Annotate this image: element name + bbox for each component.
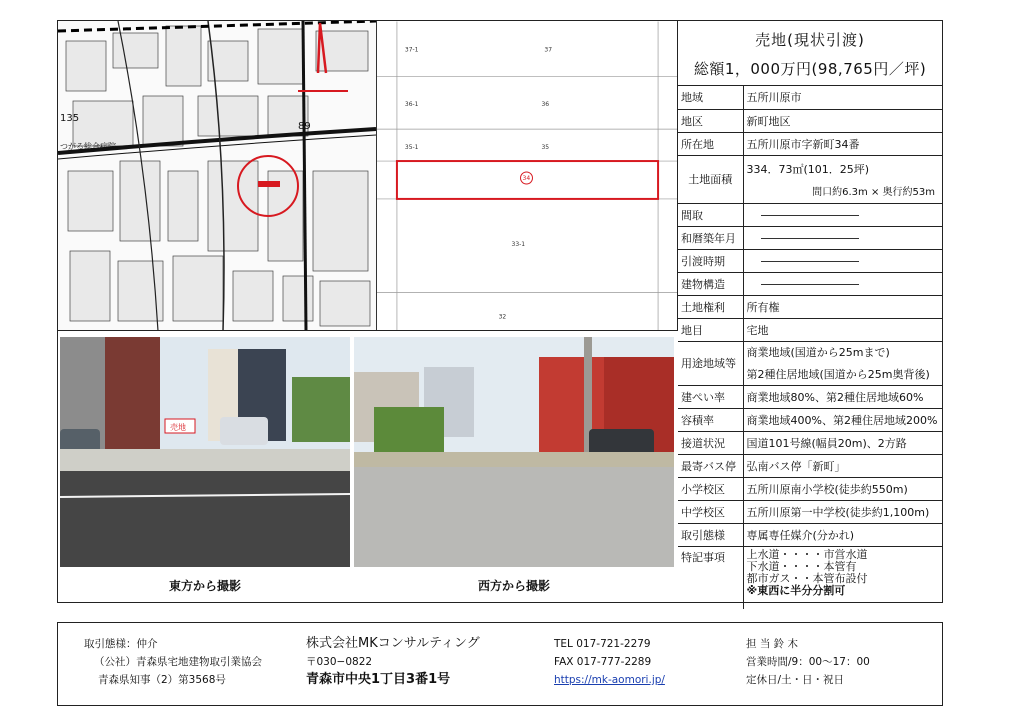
spec-value: 新町地区 [743, 109, 942, 132]
spec-row-rights [678, 295, 942, 318]
spec-key: 和暦築年月 [678, 226, 743, 249]
map-marker-135: 135 [60, 113, 80, 124]
spec-row-far [678, 408, 942, 431]
spec-key: 特記事項 [678, 546, 743, 609]
spec-row-transaction [678, 523, 942, 546]
spec-value: 宅地 [743, 318, 942, 341]
lot-37-1: 37-1 [404, 46, 419, 54]
spec-key: 地域 [678, 86, 743, 109]
spec-value: 専属専任媒介(分かれ) [743, 523, 942, 546]
spec-row-handover [678, 249, 942, 272]
company-tel: TEL 017-721-2279 [554, 638, 651, 650]
map-hospital-label: つがる総合病院 [60, 142, 116, 151]
lot-34: 34 [522, 174, 531, 182]
area-dimensions: 間口約6.3m × 奥行約53m [812, 186, 935, 198]
spec-key: 地目 [678, 318, 743, 341]
spec-row-district [678, 109, 942, 132]
map-area [58, 21, 678, 331]
spec-value-zoning [743, 341, 942, 385]
lot-map [376, 21, 678, 331]
spec-key: 容積率 [678, 408, 743, 431]
spec-row-bus [678, 454, 942, 477]
info-header [678, 21, 942, 86]
spec-value-empty [743, 249, 942, 272]
spec-value: 五所川原市字新町34番 [743, 132, 942, 155]
spec-key: 小学校区 [678, 477, 743, 500]
spec-row-coverage [678, 385, 942, 408]
footer-contact [554, 635, 665, 689]
photo-area [58, 337, 678, 603]
photo-from-east [60, 337, 350, 567]
spec-row-notes [678, 546, 942, 609]
company-zip: 〒030−0822 [306, 656, 373, 668]
lot-36-1: 36-1 [404, 101, 419, 109]
spec-value: 国道101号線(幅員20m)、2方路 [743, 431, 942, 454]
footer-license-number: 青森県知事（2）第3568号 [98, 674, 226, 686]
spec-key: 土地面積 [678, 155, 743, 203]
spec-value-area [743, 155, 942, 203]
spec-row-layout [678, 203, 942, 226]
company-name: 株式会社MKコンサルティング [306, 636, 480, 651]
zoning-line-1: 商業地域(国道から25mまで) [746, 346, 890, 359]
area-size: 334．73㎡(101．25坪) [746, 162, 870, 176]
lot-37: 37 [544, 46, 553, 54]
footer-company [306, 635, 480, 689]
city-map [58, 21, 376, 331]
spec-row-zoning [678, 341, 942, 385]
note-sewer: 下水道・・・・本管有 [746, 559, 857, 573]
spec-row-location [678, 132, 942, 155]
footer [57, 622, 943, 706]
company-url-link[interactable]: https://mk-aomori.jp/ [554, 674, 665, 686]
spec-value: 商業地域400%、第2種住居地域200% [743, 408, 942, 431]
footer-deal-type: 取引態様：仲介 [84, 638, 158, 650]
listing-title: 売地(現状引渡) [755, 31, 865, 49]
lot-35-1: 35-1 [404, 144, 419, 152]
info-panel [678, 21, 942, 603]
spec-row-elementary [678, 477, 942, 500]
spec-row-area [678, 155, 942, 203]
spec-value: 五所川原第一中学校(徒歩約1,100m) [743, 500, 942, 523]
photo-sign: 売地 [170, 423, 186, 432]
spec-key: 地区 [678, 109, 743, 132]
spec-key: 建ぺい率 [678, 385, 743, 408]
spec-value-notes [743, 546, 942, 609]
map-road-89: 89 [298, 121, 311, 132]
spec-value: 商業地域80%、第2種住居地域60% [743, 385, 942, 408]
spec-row-structure [678, 272, 942, 295]
lot-35: 35 [541, 144, 550, 152]
caption-east: 東方から撮影 [168, 579, 241, 593]
spec-table [678, 86, 942, 609]
spec-value-empty [743, 203, 942, 226]
spec-key: 接道状況 [678, 431, 743, 454]
business-hours: 営業時間/9：00～17：00 [746, 656, 870, 668]
holidays: 定休日/土・日・祝日 [746, 674, 845, 686]
photo-from-west [354, 337, 674, 567]
staff-name: 担 当 鈴 木 [746, 638, 799, 650]
spec-value: 五所川原市 [743, 86, 942, 109]
zoning-line-2: 第2種住居地域(国道から25m奥背後) [746, 368, 930, 381]
footer-license [84, 635, 262, 689]
lot-36: 36 [541, 101, 550, 109]
spec-key: 間取 [678, 203, 743, 226]
spec-key: 最寄バス停 [678, 454, 743, 477]
spec-value-empty [743, 272, 942, 295]
lot-32: 32 [498, 313, 507, 321]
spec-key: 用途地域等 [678, 341, 743, 385]
spec-key: 引渡時期 [678, 249, 743, 272]
property-sheet [57, 20, 943, 603]
lot-33-1: 33-1 [511, 240, 526, 248]
spec-value: 所有権 [743, 295, 942, 318]
spec-key: 中学校区 [678, 500, 743, 523]
listing-price: 総額1，000万円(98,765円／坪) [693, 60, 927, 78]
spec-value: 五所川原南小学校(徒歩約550m) [743, 477, 942, 500]
note-split: ※東西に半分分割可 [746, 583, 846, 597]
spec-value-empty [743, 226, 942, 249]
spec-value: 弘南バス停「新町」 [743, 454, 942, 477]
caption-west: 西方から撮影 [477, 579, 550, 593]
note-water: 上水道・・・・市営水道 [746, 547, 868, 561]
company-address: 青森市中央1丁目3番1号 [306, 672, 451, 687]
spec-key: 所在地 [678, 132, 743, 155]
spec-key: 土地権利 [678, 295, 743, 318]
spec-row-region [678, 86, 942, 109]
footer-association: （公社）青森県宅地建物取引業協会 [94, 656, 262, 668]
spec-key: 取引態様 [678, 523, 743, 546]
spec-row-built [678, 226, 942, 249]
spec-key: 建物構造 [678, 272, 743, 295]
spec-row-land-category [678, 318, 942, 341]
note-gas: 都市ガス・・本管布設付 [746, 571, 868, 585]
footer-staff [746, 635, 870, 689]
spec-row-junior-high [678, 500, 942, 523]
spec-row-road [678, 431, 942, 454]
company-fax: FAX 017-777-2289 [554, 656, 652, 668]
